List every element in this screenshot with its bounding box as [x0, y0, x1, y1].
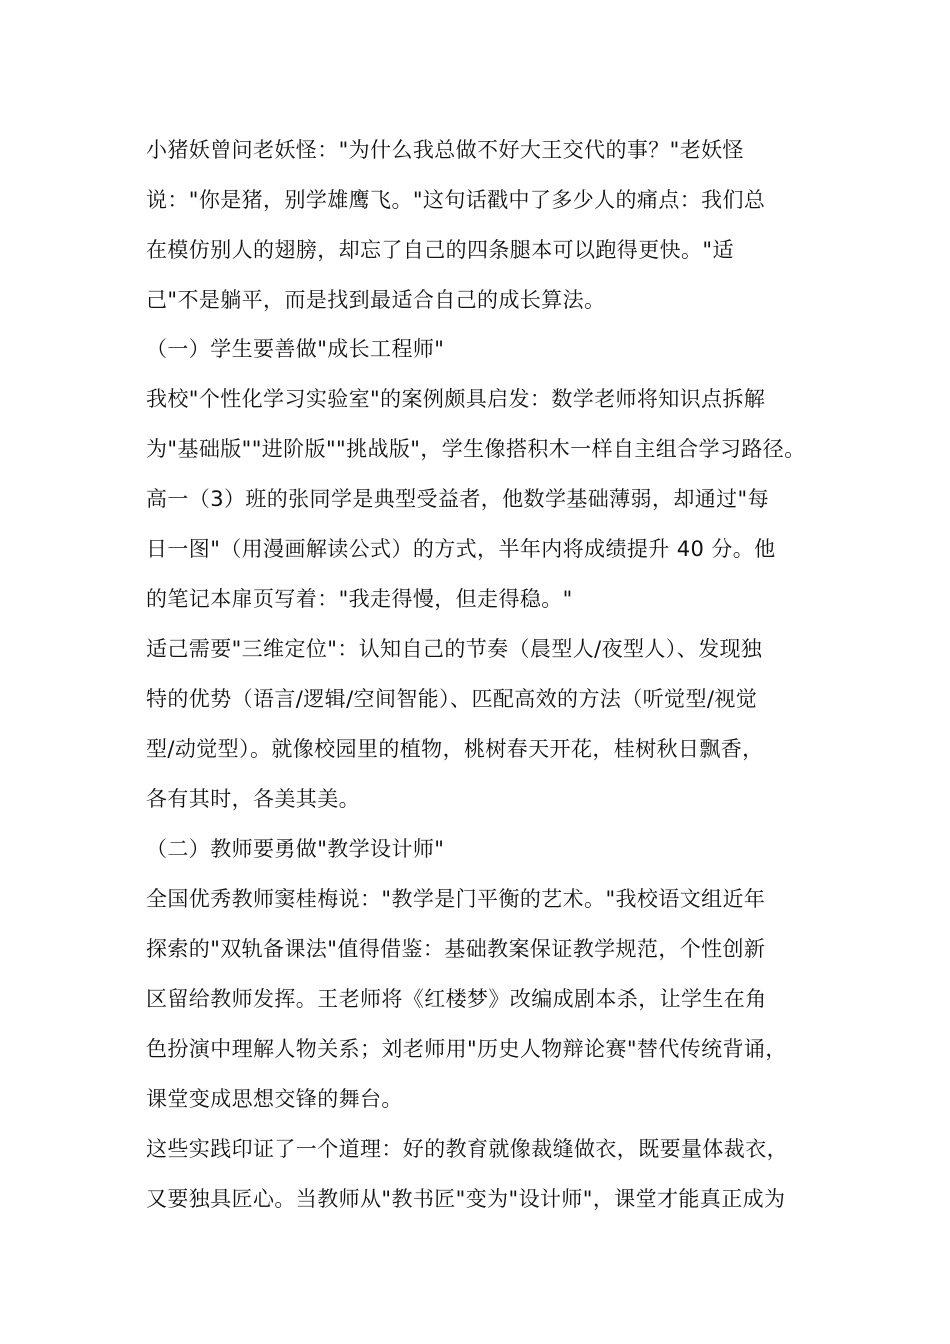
paragraph-line: 区留给教师发挥。王老师将《红楼梦》改编成剧本杀，让学生在角: [146, 987, 767, 1011]
paragraph-line: 型/动觉型）。就像校园里的植物，桃树春天开花，桂树秋日飘香，: [146, 737, 764, 761]
paragraph-line: 这些实践印证了一个道理：好的教育就像裁缝做衣，既要量体裁衣，: [146, 1137, 788, 1161]
section-heading: （一）学生要善做"成长工程师": [146, 337, 445, 361]
paragraph-line: 我校"个性化学习实验室"的案例颇具启发：数学老师将知识点拆解: [146, 387, 766, 411]
paragraph-line: 课堂变成思想交锋的舞台。: [146, 1087, 403, 1111]
paragraph-line: 在模仿别人的翅膀，却忘了自己的四条腿本可以跑得更快。"适: [146, 238, 734, 262]
paragraph-line: 为"基础版""进阶版""挑战版"，学生像搭积木一样自主组合学习路径。: [146, 437, 806, 461]
paragraph-line: 适己需要"三维定位"：认知自己的节奏（晨型人/夜型人）、发现独: [146, 637, 763, 661]
paragraph-line: 小猪妖曾问老妖怪："为什么我总做不好大王交代的事？"老妖怪: [146, 138, 744, 162]
paragraph-line: 日一图"（用漫画解读公式）的方式，半年内将成绩提升 40 分。他: [146, 537, 776, 561]
paragraph-line: 己"不是躺平，而是找到最适合自己的成长算法。: [146, 288, 606, 312]
paragraph-line: 全国优秀教师窦桂梅说："教学是门平衡的艺术。"我校语文组近年: [146, 887, 766, 911]
paragraph-line: 色扮演中理解人物关系；刘老师用"历史人物辩论赛"替代传统背诵，: [146, 1037, 787, 1061]
section-heading: （二）教师要勇做"教学设计师": [146, 837, 445, 861]
paragraph-line: 说："你是猪，别学雄鹰飞。"这句话戳中了多少人的痛点：我们总: [146, 188, 766, 212]
paragraph-line: 特的优势（语言/逻辑/空间智能）、匹配高效的方法（听觉型/视觉: [146, 687, 758, 711]
paragraph-line: 各有其时，各美其美。: [146, 787, 360, 811]
paragraph-line: 的笔记本扉页写着："我走得慢，但走得稳。": [146, 587, 573, 611]
paragraph-line: 高一（3）班的张同学是典型受益者，他数学基础薄弱，却通过"每: [146, 487, 770, 511]
paragraph-line: 探索的"双轨备课法"值得借鉴：基础教案保证教学规范，个性创新: [146, 937, 766, 961]
paragraph-line: 又要独具匠心。当教师从"教书匠"变为"设计师"，课堂才能真正成为: [146, 1187, 786, 1211]
